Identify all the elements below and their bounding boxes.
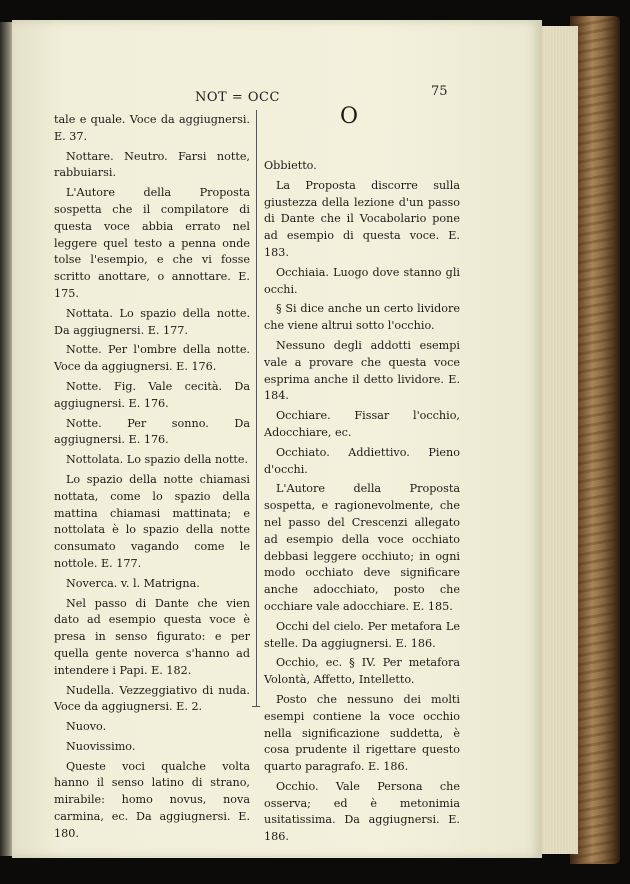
page-number: 75 bbox=[431, 84, 448, 99]
entry: Notte. Fig. Vale cecità. Da aggiugnersi. E. 176. bbox=[54, 379, 250, 410]
entry: Occhi del cielo. Per metafora Le stelle. Da aggiugnersi. E. 186. bbox=[264, 619, 460, 650]
entry: Nessuno degli addotti esempi vale a provare che questa voce esprima anche il detto lividore. E. 184. bbox=[264, 338, 460, 403]
entry: Occhiaia. Luogo dove stanno gli occhi. bbox=[264, 265, 460, 296]
column-divider-foot bbox=[252, 706, 260, 707]
running-head: NOT = OCC bbox=[195, 90, 280, 105]
entry: Notte. Per sonno. Da aggiugnersi. E. 176. bbox=[54, 416, 250, 447]
entry: § Si dice anche un certo lividore che viene altrui sotto l'occhio. bbox=[264, 302, 460, 333]
entry: tale e quale. Voce da aggiugnersi. E. 37. bbox=[54, 113, 250, 143]
entry: Nudella. Vezzeggiativo di nuda. Voce da aggiugnersi. E. 2. bbox=[54, 683, 250, 714]
entry: Obbietto. bbox=[264, 159, 317, 172]
entry: La Proposta discorre sulla giustezza della lezione d'un passo di Dante che il Vocabolario pone ad esempio di questa voce. E. 183. bbox=[264, 178, 460, 259]
column-divider bbox=[256, 110, 257, 706]
entry: Nottolata. Lo spazio della notte. bbox=[66, 453, 249, 467]
section-letter: O bbox=[340, 104, 359, 129]
entry: Nuovissimo. bbox=[66, 739, 136, 753]
entry: Occhiato. Addiettivo. Pieno d'occhi. bbox=[264, 445, 460, 476]
entry: Nottare. Neutro. Farsi notte, rabbuiarsi. bbox=[54, 149, 250, 180]
entry: Nottata. Lo spazio della notte. Da aggiugnersi. E. 177. bbox=[54, 306, 250, 337]
left-column bbox=[54, 112, 250, 846]
entry: Occhiare. Fissar l'occhio, Adocchiare, ec. bbox=[264, 409, 460, 439]
entry: Lo spazio della notte chiamasi nottata, come lo spazio della mattina chiamasi mattinata; e nottolata è lo spazio della notte consumato vagando come le nottole. E. 177. bbox=[54, 472, 250, 570]
entry: Queste voci qualche volta hanno il senso latino di strano, mirabile: homo novus, nova carmina, ec. Da aggiugnersi. E. 180. bbox=[54, 759, 250, 840]
entry: Occhio, ec. § IV. Per metafora Volontà, Affetto, Intelletto. bbox=[264, 656, 460, 687]
entry: L'Autore della Proposta sospetta che il compilatore di questa voce abbia errato nel leggere quel testo a penna onde tolse l'esempio, e che vi fosse scritto anottare, o annottare. E. 175. bbox=[54, 186, 250, 300]
right-column bbox=[264, 158, 460, 849]
entry: Nel passo di Dante che vien dato ad esempio questa voce è presa in senso figurato: e per quella gente noverca s'hanno ad intendere i Papi. E. 182. bbox=[54, 596, 250, 677]
entry: Posto che nessuno dei molti esempi contiene la voce occhio nella significazione suddetta, è cosa prudente il rigettare questo quarto paragrafo. E. 186. bbox=[264, 692, 460, 774]
entry: Occhio. Vale Persona che osserva; ed è metonimia usitatissima. Da aggiugnersi. E. 186. bbox=[264, 779, 460, 844]
entry: L'Autore della Proposta sospetta, e ragionevolmente, che nel passo del Crescenzi allegato ad esempio della voce occhiato debbasi leggere occhiuto; in ogni modo occhiato deve significare anche adocchiato, posto che occhiare vale adocchiare. E. 185. bbox=[264, 482, 460, 613]
entry: Noverca. v. l. Matrigna. bbox=[66, 576, 200, 590]
entry: Nuovo. bbox=[66, 720, 107, 734]
entry: Notte. Per l'ombre della notte. Voce da aggiugnersi. E. 176. bbox=[54, 343, 250, 374]
